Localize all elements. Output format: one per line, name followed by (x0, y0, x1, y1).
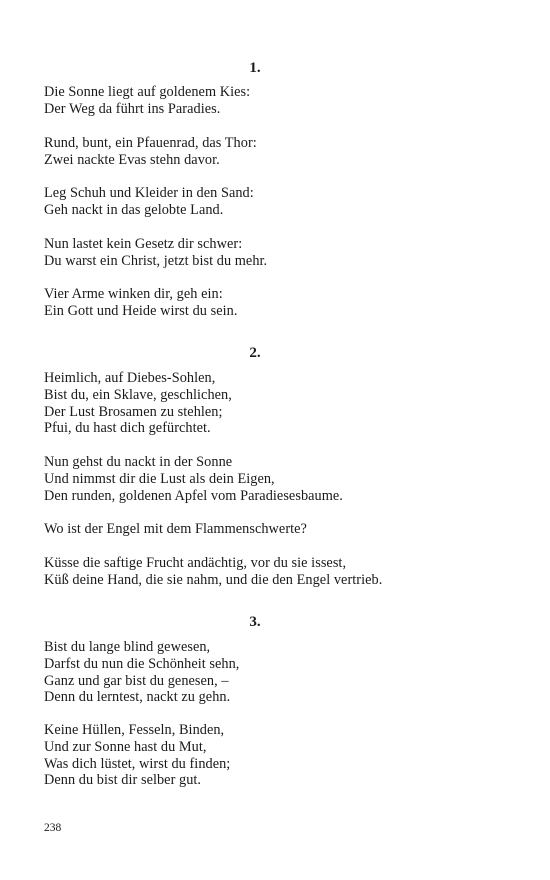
poem-line: Heimlich, auf Diebes-Sohlen, (44, 370, 216, 386)
poem-line: Küß deine Hand, die sie nahm, und die den Engel vertrieb. (44, 571, 383, 588)
poem-line: Der Lust Brosamen zu stehlen; (44, 403, 223, 420)
poem-line: Rund, bunt, ein Pfauenrad, das Thor: (44, 135, 257, 151)
section-number-3: 3. (249, 614, 261, 630)
poem-line: Denn du lerntest, nackt zu gehn. (44, 689, 231, 706)
stanza-1-2 (44, 135, 514, 169)
stanza-3-2 (44, 722, 514, 789)
poem-line: Keine Hüllen, Fesseln, Binden, (44, 722, 225, 738)
poem-line: Nun gehst du nackt in der Sonne (44, 454, 233, 470)
poem-line: Ganz und gar bist du genesen, – (44, 672, 229, 689)
stanza-1-5 (44, 286, 514, 320)
poem-line: Wo ist der Engel mit dem Flammenschwerte? (44, 521, 307, 537)
stanza-2-3 (44, 521, 514, 538)
poem-line: Darfst du nun die Schönheit sehn, (44, 655, 240, 672)
poem-line: Und zur Sonne hast du Mut, (44, 738, 207, 755)
poem-line: Zwei nackte Evas stehn davor. (44, 151, 220, 168)
stanza-2-4 (44, 555, 514, 589)
page-number: 238 (44, 822, 62, 834)
stanza-3-1 (44, 639, 514, 706)
stanza-2-1 (44, 370, 514, 437)
stanza-1-3 (44, 185, 514, 219)
poem-line: Ein Gott und Heide wirst du sein. (44, 302, 238, 319)
stanza-2-2 (44, 454, 514, 504)
poem-line: Vier Arme winken dir, geh ein: (44, 286, 223, 302)
poem-line: Bist du lange blind gewesen, (44, 639, 211, 655)
section-number-1: 1. (249, 60, 261, 76)
stanza-1-4 (44, 236, 514, 270)
poem-line: Nun lastet kein Gesetz dir schwer: (44, 236, 243, 252)
poem-line: Geh nackt in das gelobte Land. (44, 201, 224, 218)
section-number-2: 2. (249, 345, 261, 361)
poem-line: Bist du, ein Sklave, geschlichen, (44, 386, 232, 403)
poem-line: Pfui, du hast dich gefürchtet. (44, 420, 211, 437)
stanza-1-1 (44, 84, 514, 118)
poem-line: Denn du bist dir selber gut. (44, 772, 202, 789)
poem-line: Du warst ein Christ, jetzt bist du mehr. (44, 252, 268, 269)
poem-line: Was dich lüstet, wirst du finden; (44, 755, 231, 772)
poem-line: Die Sonne liegt auf goldenem Kies: (44, 84, 251, 100)
poem-line: Der Weg da führt ins Paradies. (44, 100, 221, 117)
poem-line: Leg Schuh und Kleider in den Sand: (44, 185, 254, 201)
poem-line: Den runden, goldenen Apfel vom Paradiesesbaume. (44, 487, 343, 504)
poem-line: Und nimmst dir die Lust als dein Eigen, (44, 470, 275, 487)
poem-line: Küsse die saftige Frucht andächtig, vor du sie issest, (44, 555, 347, 571)
